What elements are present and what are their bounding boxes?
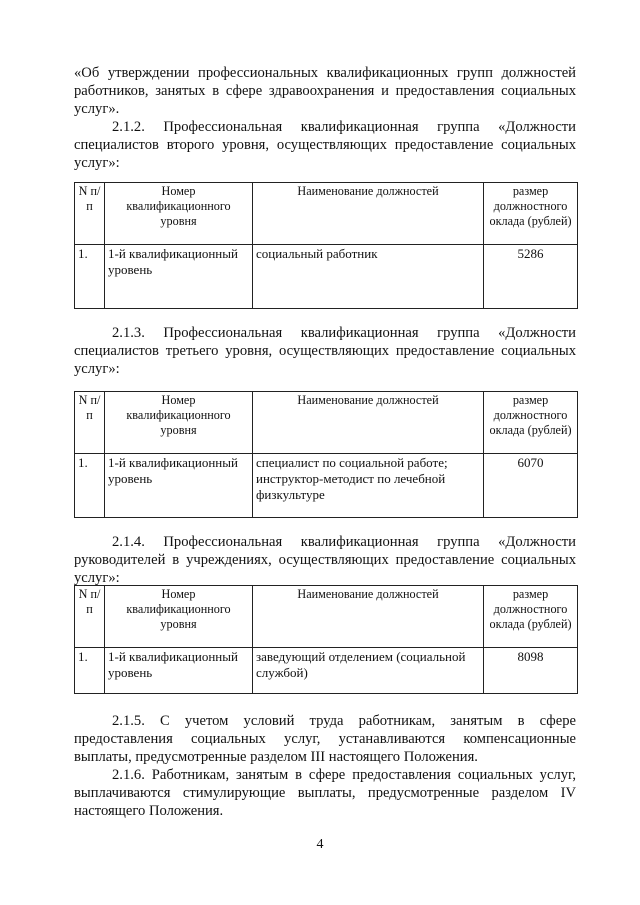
row-positions: социальный работник (253, 245, 484, 309)
table-header-row (75, 586, 578, 648)
table-row (75, 454, 578, 518)
row-level: 1-й квалификационный уровень (105, 454, 253, 518)
qualification-table-2-1-2 (74, 182, 578, 309)
row-number: 1. (75, 454, 105, 518)
row-salary: 8098 (484, 648, 578, 694)
section-heading-2-1-2: 2.1.2. Профессиональная квалификационная группа «Должности специалистов второго уровня, осуществляющих предоставление социальных услуг»: (74, 119, 576, 171)
header-positions: Наименование должностей (253, 392, 484, 454)
header-positions: Наименование должностей (253, 183, 484, 245)
qualification-table-2-1-3 (74, 391, 578, 518)
row-salary: 5286 (484, 245, 578, 309)
row-positions: заведующий отделением (социальной службой) (253, 648, 484, 694)
header-n: N п/п (75, 586, 105, 648)
header-salary: размер должностного оклада (рублей) (484, 183, 578, 245)
row-positions: специалист по социальной работе; инструктор-методист по лечебной физкультуре (253, 454, 484, 518)
header-n: N п/п (75, 392, 105, 454)
table-row (75, 648, 578, 694)
header-level: Номер квалификационного уровня (105, 392, 253, 454)
qualification-table-2-1-4 (74, 585, 578, 694)
row-number: 1. (75, 245, 105, 309)
paragraph-2-1-5: 2.1.5. С учетом условий труда работникам, занятым в сфере предоставления социальных услуг, устанавливаются компенсационные выплаты, предусмотренные разделом III настоящего Положения. (74, 713, 576, 765)
header-salary: размер должностного оклада (рублей) (484, 586, 578, 648)
paragraph-2-1-6: 2.1.6. Работникам, занятым в сфере предоставления социальных услуг, выплачиваются стимулирующие выплаты, предусмотренные разделом IV настоящего Положения. (74, 767, 576, 819)
row-salary: 6070 (484, 454, 578, 518)
header-positions: Наименование должностей (253, 586, 484, 648)
section-heading-2-1-4: 2.1.4. Профессиональная квалификационная группа «Должности руководителей в учреждениях, осуществляющих предоставление социальных услуг»: (74, 534, 576, 586)
header-level: Номер квалификационного уровня (105, 586, 253, 648)
intro-paragraph: «Об утверждении профессиональных квалификационных групп должностей работников, занятых в сфере здравоохранения и предоставления социальных услуг». (74, 65, 576, 117)
row-level: 1-й квалификационный уровень (105, 245, 253, 309)
table-header-row (75, 183, 578, 245)
header-salary: размер должностного оклада (рублей) (484, 392, 578, 454)
header-level: Номер квалификационного уровня (105, 183, 253, 245)
row-number: 1. (75, 648, 105, 694)
header-n: N п/п (75, 183, 105, 245)
table-row (75, 245, 578, 309)
row-level: 1-й квалификационный уровень (105, 648, 253, 694)
section-heading-2-1-3: 2.1.3. Профессиональная квалификационная группа «Должности специалистов третьего уровня, осуществляющих предоставление социальных услуг»: (74, 325, 576, 377)
page-number: 4 (316, 837, 324, 852)
table-header-row (75, 392, 578, 454)
